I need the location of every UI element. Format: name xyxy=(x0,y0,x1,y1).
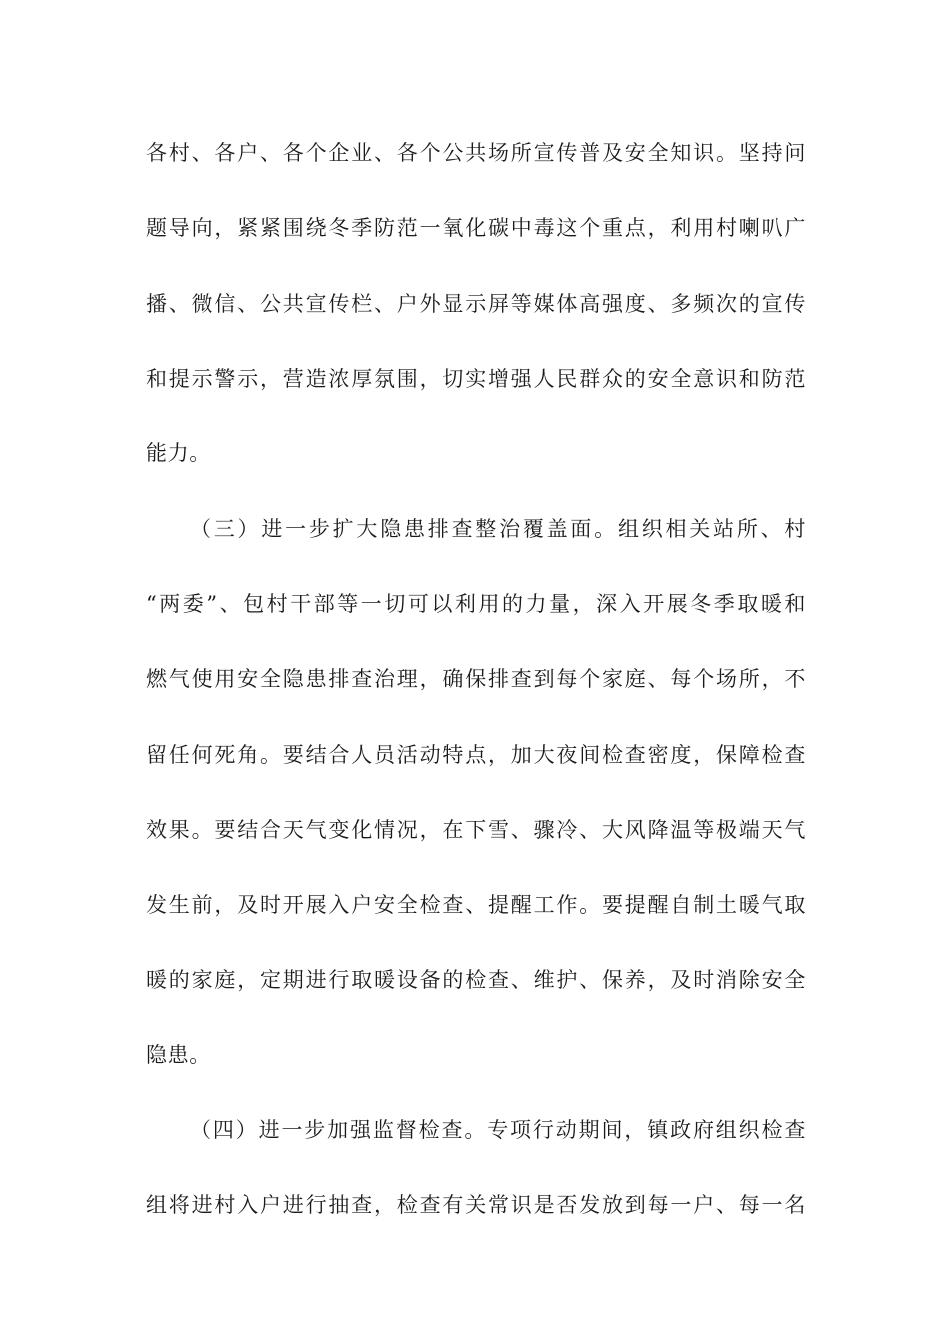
paragraph-line: 发生前，及时开展入户安全检查、提醒工作。要提醒自制土暖气取 xyxy=(146,893,806,917)
paragraph-line: 题导向，紧紧围绕冬季防范一氧化碳中毒这个重点，利用村喇叭广 xyxy=(146,216,806,240)
paragraph-line: 组将进村入户进行抽查，检查有关常识是否发放到每一户、每一名 xyxy=(146,1193,806,1217)
paragraph-line-indented: （三）进一步扩大隐患排查整治覆盖面。组织相关站所、村 xyxy=(190,517,806,541)
paragraph-line-indented: （四）进一步加强监督检查。专项行动期间，镇政府组织检查 xyxy=(190,1118,806,1142)
paragraph-line: 和提示警示，营造浓厚氛围，切实增强人民群众的安全意识和防范 xyxy=(146,367,806,391)
paragraph-line: 能力。 xyxy=(146,441,211,465)
paragraph-line: 效果。要结合天气变化情况，在下雪、骤冷、大风降温等极端天气 xyxy=(146,818,806,842)
paragraph-line: 各村、各户、各个企业、各个公共场所宣传普及安全知识。坚持问 xyxy=(146,141,806,165)
paragraph-line: 暖的家庭，定期进行取暖设备的检查、维护、保养，及时消除安全 xyxy=(146,968,806,992)
paragraph-line: 播、微信、公共宣传栏、户外显示屏等媒体高强度、多频次的宣传 xyxy=(146,292,806,316)
paragraph-line: 隐患。 xyxy=(146,1043,211,1067)
paragraph-line: 留任何死角。要结合人员活动特点，加大夜间检查密度，保障检查 xyxy=(146,743,806,767)
paragraph-line: “两委”、包村干部等一切可以利用的力量，深入开展冬季取暖和 xyxy=(146,592,806,616)
paragraph-line: 燃气使用安全隐患排查治理，确保排查到每个家庭、每个场所，不 xyxy=(146,667,806,691)
